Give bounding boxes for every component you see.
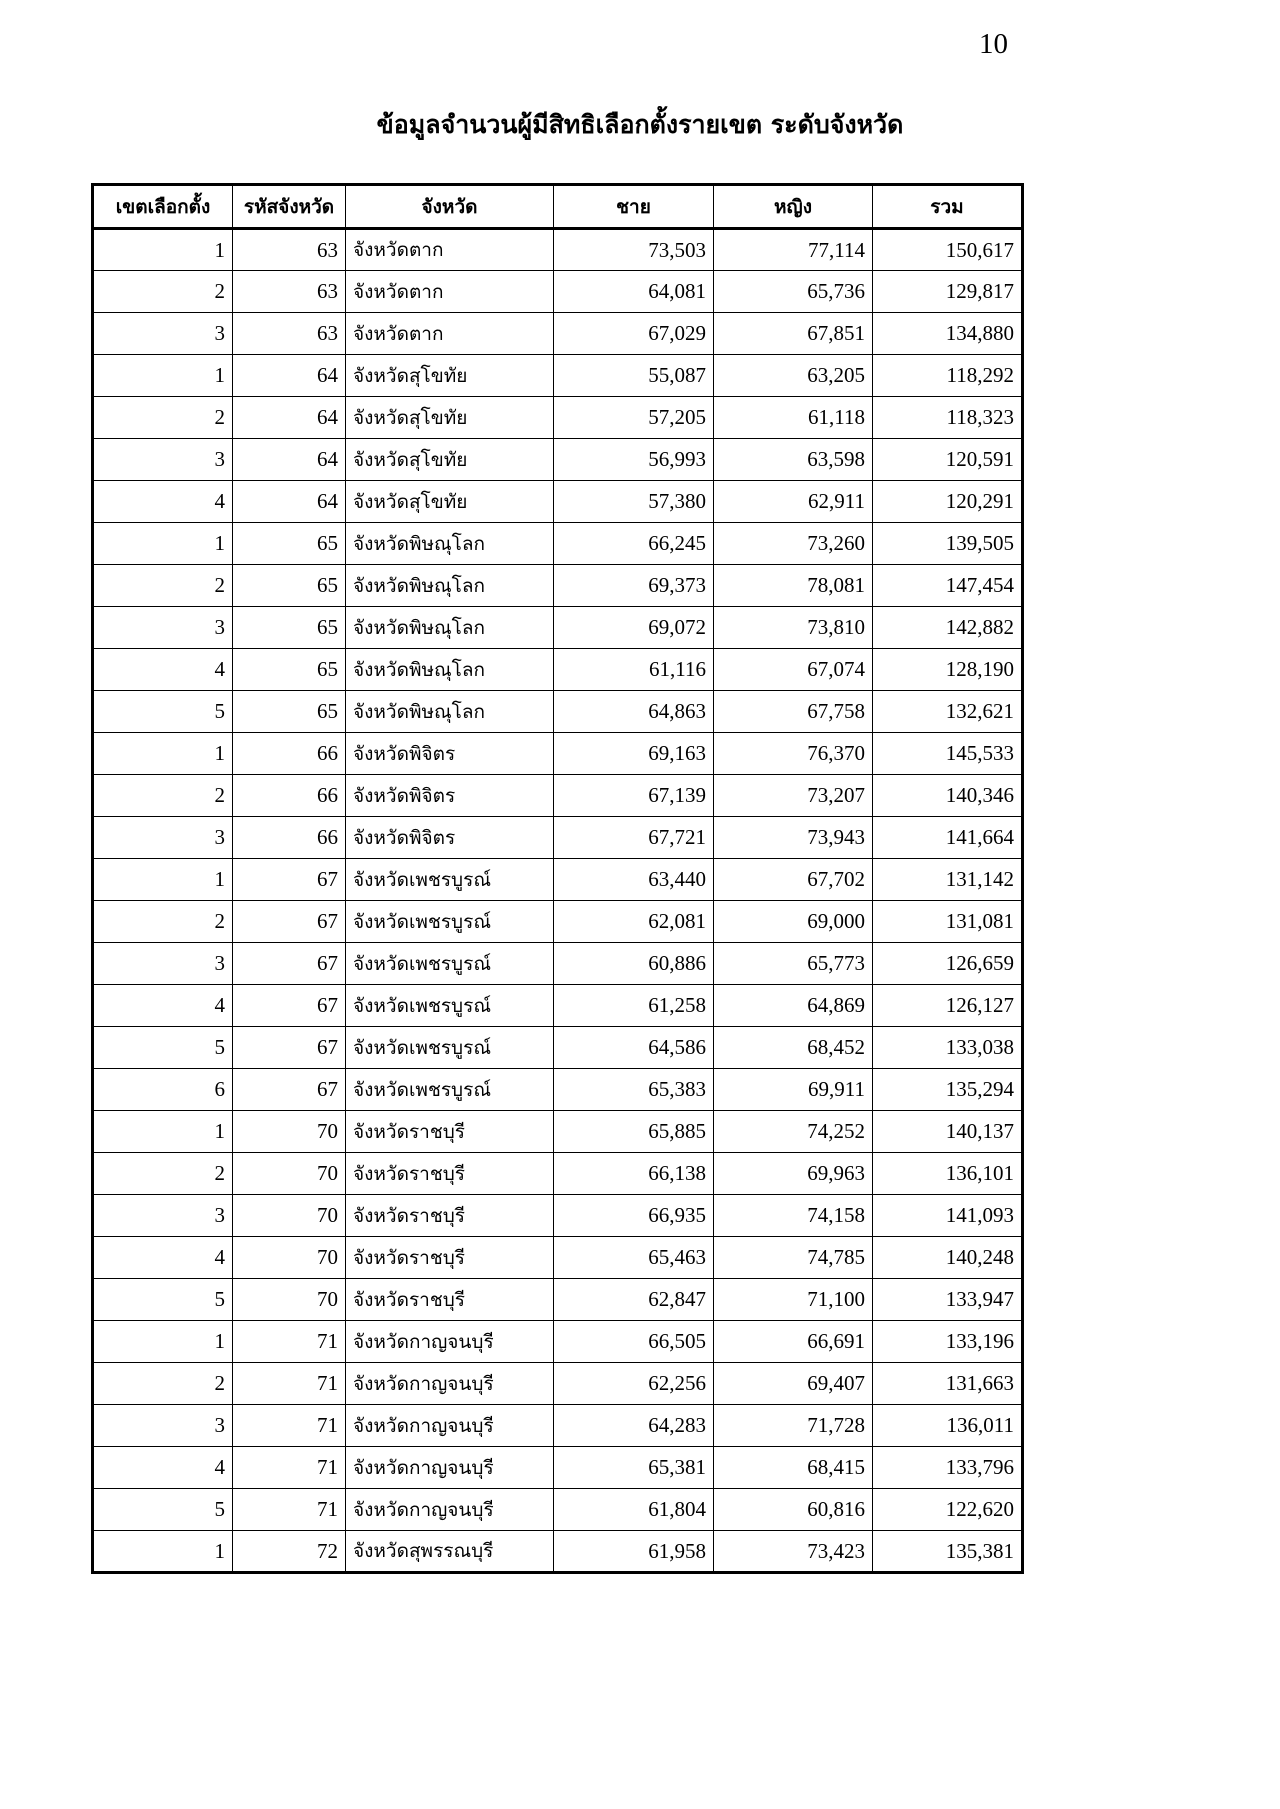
- cell-province-name: จังหวัดเพชรบูรณ์: [346, 901, 554, 943]
- cell-male: 61,258: [554, 985, 714, 1027]
- cell-province-code: 67: [233, 859, 346, 901]
- cell-province-code: 64: [233, 439, 346, 481]
- cell-female: 77,114: [714, 229, 873, 271]
- cell-province-name: จังหวัดตาก: [346, 313, 554, 355]
- column-header-male: ชาย: [554, 185, 714, 229]
- cell-province-name: จังหวัดพิจิตร: [346, 733, 554, 775]
- table-body: [93, 229, 1023, 1573]
- cell-province-code: 66: [233, 817, 346, 859]
- cell-province-code: 65: [233, 649, 346, 691]
- cell-total: 136,101: [873, 1153, 1023, 1195]
- table-row: [93, 439, 1023, 481]
- cell-province-code: 63: [233, 229, 346, 271]
- cell-total: 147,454: [873, 565, 1023, 607]
- cell-total: 150,617: [873, 229, 1023, 271]
- cell-female: 64,869: [714, 985, 873, 1027]
- cell-total: 140,137: [873, 1111, 1023, 1153]
- cell-province-code: 70: [233, 1195, 346, 1237]
- cell-male: 65,381: [554, 1447, 714, 1489]
- column-header-zone: เขตเลือกตั้ง: [93, 185, 233, 229]
- cell-zone: 4: [93, 1447, 233, 1489]
- voters-by-district-table: [91, 183, 1024, 1574]
- cell-zone: 3: [93, 313, 233, 355]
- cell-female: 65,736: [714, 271, 873, 313]
- cell-total: 131,663: [873, 1363, 1023, 1405]
- cell-male: 66,505: [554, 1321, 714, 1363]
- cell-total: 133,947: [873, 1279, 1023, 1321]
- table-row: [93, 1153, 1023, 1195]
- table-row: [93, 775, 1023, 817]
- cell-male: 61,958: [554, 1531, 714, 1573]
- cell-province-name: จังหวัดพิจิตร: [346, 775, 554, 817]
- cell-total: 132,621: [873, 691, 1023, 733]
- cell-province-name: จังหวัดพิษณุโลก: [346, 607, 554, 649]
- cell-male: 73,503: [554, 229, 714, 271]
- voters-table-container: [91, 183, 1021, 1574]
- cell-total: 145,533: [873, 733, 1023, 775]
- cell-total: 136,011: [873, 1405, 1023, 1447]
- cell-female: 73,423: [714, 1531, 873, 1573]
- cell-province-name: จังหวัดพิษณุโลก: [346, 649, 554, 691]
- cell-province-code: 63: [233, 271, 346, 313]
- cell-zone: 4: [93, 1237, 233, 1279]
- cell-total: 141,093: [873, 1195, 1023, 1237]
- cell-total: 118,323: [873, 397, 1023, 439]
- cell-province-name: จังหวัดราชบุรี: [346, 1111, 554, 1153]
- cell-female: 74,252: [714, 1111, 873, 1153]
- cell-male: 56,993: [554, 439, 714, 481]
- page-number: 10: [979, 28, 1008, 60]
- cell-province-code: 65: [233, 607, 346, 649]
- table-row: [93, 1069, 1023, 1111]
- cell-zone: 1: [93, 859, 233, 901]
- cell-province-name: จังหวัดสุโขทัย: [346, 397, 554, 439]
- cell-province-name: จังหวัดพิษณุโลก: [346, 565, 554, 607]
- cell-female: 68,415: [714, 1447, 873, 1489]
- table-row: [93, 733, 1023, 775]
- cell-province-code: 71: [233, 1447, 346, 1489]
- cell-male: 69,163: [554, 733, 714, 775]
- column-header-province: จังหวัด: [346, 185, 554, 229]
- cell-zone: 3: [93, 1195, 233, 1237]
- cell-zone: 2: [93, 901, 233, 943]
- table-row: [93, 1321, 1023, 1363]
- cell-female: 69,963: [714, 1153, 873, 1195]
- cell-male: 64,081: [554, 271, 714, 313]
- cell-male: 62,256: [554, 1363, 714, 1405]
- cell-total: 139,505: [873, 523, 1023, 565]
- table-row: [93, 985, 1023, 1027]
- cell-province-code: 72: [233, 1531, 346, 1573]
- cell-province-name: จังหวัดราชบุรี: [346, 1279, 554, 1321]
- table-row: [93, 481, 1023, 523]
- cell-female: 65,773: [714, 943, 873, 985]
- cell-zone: 1: [93, 1111, 233, 1153]
- table-header: [93, 185, 1023, 229]
- cell-female: 73,943: [714, 817, 873, 859]
- cell-province-code: 67: [233, 1027, 346, 1069]
- cell-province-name: จังหวัดเพชรบูรณ์: [346, 985, 554, 1027]
- table-row: [93, 1111, 1023, 1153]
- table-row: [93, 943, 1023, 985]
- column-header-female: หญิง: [714, 185, 873, 229]
- cell-zone: 2: [93, 397, 233, 439]
- cell-female: 67,074: [714, 649, 873, 691]
- cell-province-name: จังหวัดตาก: [346, 229, 554, 271]
- cell-province-code: 70: [233, 1237, 346, 1279]
- column-header-code: รหัสจังหวัด: [233, 185, 346, 229]
- cell-male: 61,804: [554, 1489, 714, 1531]
- cell-province-name: จังหวัดสุโขทัย: [346, 439, 554, 481]
- cell-male: 65,463: [554, 1237, 714, 1279]
- cell-male: 62,847: [554, 1279, 714, 1321]
- cell-zone: 2: [93, 1363, 233, 1405]
- cell-province-name: จังหวัดเพชรบูรณ์: [346, 859, 554, 901]
- cell-male: 57,380: [554, 481, 714, 523]
- cell-total: 141,664: [873, 817, 1023, 859]
- cell-province-name: จังหวัดสุโขทัย: [346, 481, 554, 523]
- table-row: [93, 355, 1023, 397]
- cell-zone: 1: [93, 1531, 233, 1573]
- page-title: ข้อมูลจำนวนผู้มีสิทธิเลือกตั้งรายเขต ระดับจังหวัด: [376, 110, 904, 139]
- table-row: [93, 271, 1023, 313]
- cell-zone: 2: [93, 271, 233, 313]
- table-row: [93, 313, 1023, 355]
- cell-province-name: จังหวัดพิจิตร: [346, 817, 554, 859]
- cell-male: 67,139: [554, 775, 714, 817]
- cell-total: 120,591: [873, 439, 1023, 481]
- cell-province-name: จังหวัดราชบุรี: [346, 1237, 554, 1279]
- cell-province-code: 71: [233, 1321, 346, 1363]
- cell-province-code: 71: [233, 1363, 346, 1405]
- cell-male: 62,081: [554, 901, 714, 943]
- table-row: [93, 397, 1023, 439]
- cell-province-name: จังหวัดกาญจนบุรี: [346, 1321, 554, 1363]
- cell-province-name: จังหวัดกาญจนบุรี: [346, 1489, 554, 1531]
- cell-female: 74,785: [714, 1237, 873, 1279]
- cell-province-name: จังหวัดเพชรบูรณ์: [346, 1027, 554, 1069]
- cell-female: 73,810: [714, 607, 873, 649]
- cell-province-code: 70: [233, 1153, 346, 1195]
- cell-total: 120,291: [873, 481, 1023, 523]
- cell-total: 129,817: [873, 271, 1023, 313]
- cell-zone: 5: [93, 691, 233, 733]
- cell-province-name: จังหวัดพิษณุโลก: [346, 691, 554, 733]
- table-header-row: [93, 185, 1023, 229]
- cell-total: 140,248: [873, 1237, 1023, 1279]
- cell-female: 61,118: [714, 397, 873, 439]
- cell-zone: 1: [93, 229, 233, 271]
- cell-province-name: จังหวัดพิษณุโลก: [346, 523, 554, 565]
- cell-male: 69,072: [554, 607, 714, 649]
- cell-male: 55,087: [554, 355, 714, 397]
- table-row: [93, 691, 1023, 733]
- cell-total: 126,127: [873, 985, 1023, 1027]
- table-row: [93, 607, 1023, 649]
- cell-province-code: 65: [233, 691, 346, 733]
- cell-province-name: จังหวัดกาญจนบุรี: [346, 1363, 554, 1405]
- column-header-total: รวม: [873, 185, 1023, 229]
- cell-female: 69,000: [714, 901, 873, 943]
- table-row: [93, 1027, 1023, 1069]
- cell-province-code: 64: [233, 481, 346, 523]
- cell-province-code: 65: [233, 523, 346, 565]
- cell-male: 66,245: [554, 523, 714, 565]
- cell-total: 128,190: [873, 649, 1023, 691]
- cell-male: 61,116: [554, 649, 714, 691]
- cell-zone: 1: [93, 355, 233, 397]
- cell-province-code: 64: [233, 397, 346, 439]
- cell-total: 133,038: [873, 1027, 1023, 1069]
- cell-zone: 3: [93, 943, 233, 985]
- cell-province-code: 67: [233, 1069, 346, 1111]
- cell-zone: 3: [93, 817, 233, 859]
- cell-zone: 6: [93, 1069, 233, 1111]
- cell-province-code: 70: [233, 1111, 346, 1153]
- cell-zone: 3: [93, 607, 233, 649]
- table-row: [93, 817, 1023, 859]
- table-row: [93, 1363, 1023, 1405]
- cell-female: 73,207: [714, 775, 873, 817]
- cell-province-code: 71: [233, 1489, 346, 1531]
- cell-total: 134,880: [873, 313, 1023, 355]
- table-row: [93, 901, 1023, 943]
- cell-zone: 1: [93, 733, 233, 775]
- cell-zone: 2: [93, 565, 233, 607]
- cell-female: 60,816: [714, 1489, 873, 1531]
- cell-female: 63,598: [714, 439, 873, 481]
- cell-province-code: 67: [233, 943, 346, 985]
- cell-total: 126,659: [873, 943, 1023, 985]
- cell-total: 135,294: [873, 1069, 1023, 1111]
- cell-total: 135,381: [873, 1531, 1023, 1573]
- cell-total: 140,346: [873, 775, 1023, 817]
- cell-province-code: 71: [233, 1405, 346, 1447]
- cell-male: 67,029: [554, 313, 714, 355]
- table-row: [93, 1447, 1023, 1489]
- cell-zone: 4: [93, 649, 233, 691]
- cell-zone: 4: [93, 985, 233, 1027]
- cell-zone: 1: [93, 523, 233, 565]
- table-row: [93, 1405, 1023, 1447]
- cell-zone: 3: [93, 439, 233, 481]
- table-row: [93, 1237, 1023, 1279]
- cell-province-code: 70: [233, 1279, 346, 1321]
- cell-male: 66,935: [554, 1195, 714, 1237]
- cell-female: 74,158: [714, 1195, 873, 1237]
- cell-province-code: 64: [233, 355, 346, 397]
- cell-female: 71,100: [714, 1279, 873, 1321]
- cell-total: 131,142: [873, 859, 1023, 901]
- cell-province-name: จังหวัดราชบุรี: [346, 1195, 554, 1237]
- cell-zone: 2: [93, 775, 233, 817]
- cell-total: 131,081: [873, 901, 1023, 943]
- cell-male: 64,283: [554, 1405, 714, 1447]
- table-row: [93, 229, 1023, 271]
- cell-total: 133,196: [873, 1321, 1023, 1363]
- table-row: [93, 1489, 1023, 1531]
- cell-province-name: จังหวัดเพชรบูรณ์: [346, 1069, 554, 1111]
- cell-province-code: 66: [233, 733, 346, 775]
- cell-total: 122,620: [873, 1489, 1023, 1531]
- cell-province-name: จังหวัดกาญจนบุรี: [346, 1447, 554, 1489]
- cell-male: 65,885: [554, 1111, 714, 1153]
- cell-province-code: 67: [233, 985, 346, 1027]
- table-row: [93, 1531, 1023, 1573]
- cell-female: 63,205: [714, 355, 873, 397]
- cell-province-name: จังหวัดเพชรบูรณ์: [346, 943, 554, 985]
- cell-province-code: 65: [233, 565, 346, 607]
- cell-male: 67,721: [554, 817, 714, 859]
- cell-male: 57,205: [554, 397, 714, 439]
- cell-total: 118,292: [873, 355, 1023, 397]
- cell-female: 68,452: [714, 1027, 873, 1069]
- cell-female: 67,702: [714, 859, 873, 901]
- cell-female: 76,370: [714, 733, 873, 775]
- cell-female: 78,081: [714, 565, 873, 607]
- table-row: [93, 649, 1023, 691]
- cell-male: 63,440: [554, 859, 714, 901]
- cell-zone: 1: [93, 1321, 233, 1363]
- cell-province-code: 66: [233, 775, 346, 817]
- cell-province-name: จังหวัดสุพรรณบุรี: [346, 1531, 554, 1573]
- cell-zone: 3: [93, 1405, 233, 1447]
- cell-female: 69,407: [714, 1363, 873, 1405]
- cell-male: 64,586: [554, 1027, 714, 1069]
- cell-female: 71,728: [714, 1405, 873, 1447]
- cell-female: 67,758: [714, 691, 873, 733]
- cell-female: 62,911: [714, 481, 873, 523]
- table-row: [93, 523, 1023, 565]
- cell-zone: 2: [93, 1153, 233, 1195]
- cell-total: 133,796: [873, 1447, 1023, 1489]
- cell-female: 67,851: [714, 313, 873, 355]
- cell-zone: 5: [93, 1027, 233, 1069]
- table-row: [93, 859, 1023, 901]
- cell-province-name: จังหวัดสุโขทัย: [346, 355, 554, 397]
- cell-total: 142,882: [873, 607, 1023, 649]
- table-row: [93, 565, 1023, 607]
- cell-province-code: 63: [233, 313, 346, 355]
- cell-female: 73,260: [714, 523, 873, 565]
- cell-male: 66,138: [554, 1153, 714, 1195]
- cell-province-name: จังหวัดราชบุรี: [346, 1153, 554, 1195]
- cell-province-name: จังหวัดกาญจนบุรี: [346, 1405, 554, 1447]
- cell-zone: 5: [93, 1279, 233, 1321]
- cell-male: 60,886: [554, 943, 714, 985]
- cell-female: 69,911: [714, 1069, 873, 1111]
- table-row: [93, 1279, 1023, 1321]
- cell-province-code: 67: [233, 901, 346, 943]
- table-row: [93, 1195, 1023, 1237]
- cell-zone: 5: [93, 1489, 233, 1531]
- cell-male: 69,373: [554, 565, 714, 607]
- cell-female: 66,691: [714, 1321, 873, 1363]
- cell-zone: 4: [93, 481, 233, 523]
- cell-province-name: จังหวัดตาก: [346, 271, 554, 313]
- cell-male: 64,863: [554, 691, 714, 733]
- cell-male: 65,383: [554, 1069, 714, 1111]
